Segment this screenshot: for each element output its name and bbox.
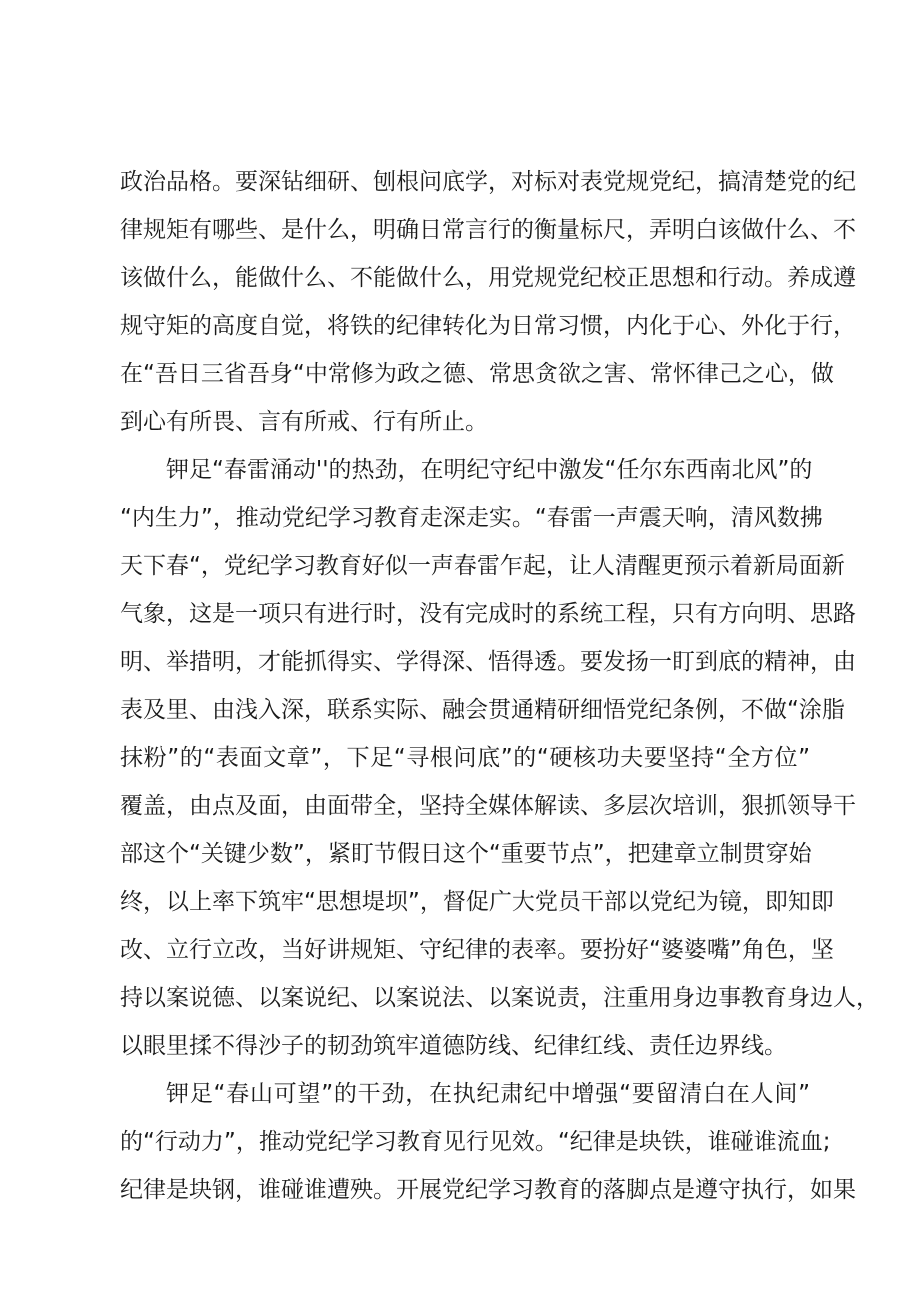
text-line: 的“行动力”，推动党纪学习教育见行见效。“纪律是块铁，谁碰谁流血; xyxy=(120,1129,831,1155)
paragraph-1 xyxy=(120,158,856,446)
text-line: 到心有所畏、言有所戒、行有所止。 xyxy=(120,409,488,435)
text-line: 律规矩有哪些、是什么，明确日常言行的衡量标尺，弄明白该做什么、不 xyxy=(120,217,856,243)
text-line: 覆盖，由点及面，由面带全，坚持全媒体解读、多层次培训，狠抓领导干 xyxy=(120,793,856,819)
text-line: 政治品格。要深钻细研、刨根问底学，对标对表党规党纪，搞清楚党的纪 xyxy=(120,169,856,195)
text-line: 表及里、由浅入深，联系实际、融会贯通精研细悟党纪条例，不做“涂脂 xyxy=(120,697,845,723)
text-line: 抹粉”的“表面文章”，下足“寻根问底”的“硬核功夫要坚持“全方位” xyxy=(120,745,810,771)
text-line: 改、立行立改，当好讲规矩、守纪律的表率。要扮好“婆婆嘴”角色，坚 xyxy=(120,937,834,963)
text-line: 规守矩的高度自觉，将铁的纪律转化为日常习惯，内化于心、外化于行， xyxy=(120,313,856,339)
paragraph-2 xyxy=(120,446,879,1070)
text-line: 气象，这是一项只有进行时，没有完成时的系统工程，只有方向明、思路 xyxy=(120,601,856,627)
text-line: “内生力”，推动党纪学习教育走深走实。“春雷一声震天响，清风数拂 xyxy=(120,505,823,531)
text-line: 天下春“，党纪学习教育好似一声春雷乍起，让人清醒更预示着新局面新 xyxy=(120,553,845,579)
text-line: 持以案说德、以案说纪、以案说法、以案说责，注重用身边事教育身边人， xyxy=(120,985,879,1011)
text-line: 明、举措明，才能抓得实、学得深、悟得透。要发扬一盯到底的精神，由 xyxy=(120,649,856,675)
text-line: 终，以上率下筑牢“思想堤坝”，督促广大党员干部以党纪为镜，即知即 xyxy=(120,889,834,915)
text-line: 部这个“关键少数”，紧盯节假日这个“重要节点”，把建章立制贯穿始 xyxy=(120,841,812,867)
paragraph-3 xyxy=(120,1070,856,1214)
text-line: 在“吾日三省吾身“中常修为政之德、常思贪欲之害、常怀律己之心，做 xyxy=(120,361,834,387)
document-body xyxy=(120,158,879,1214)
text-line: 钾足“春雷涌动''的热劲，在明纪守纪中激发“任尔东西南北风”的 xyxy=(166,457,813,483)
text-line: 钾足“春山可望”的干劲，在执纪肃纪中增强“要留清白在人间” xyxy=(166,1081,810,1107)
text-line: 该做什么，能做什么、不能做什么，用党规党纪校正思想和行动。养成遵 xyxy=(120,265,856,291)
text-line: 以眼里揉不得沙子的韧劲筑牢道德防线、纪律红线、责任边界线。 xyxy=(120,1033,787,1059)
text-line: 纪律是块钢，谁碰谁遭殃。开展党纪学习教育的落脚点是遵守执行，如果 xyxy=(120,1177,856,1203)
